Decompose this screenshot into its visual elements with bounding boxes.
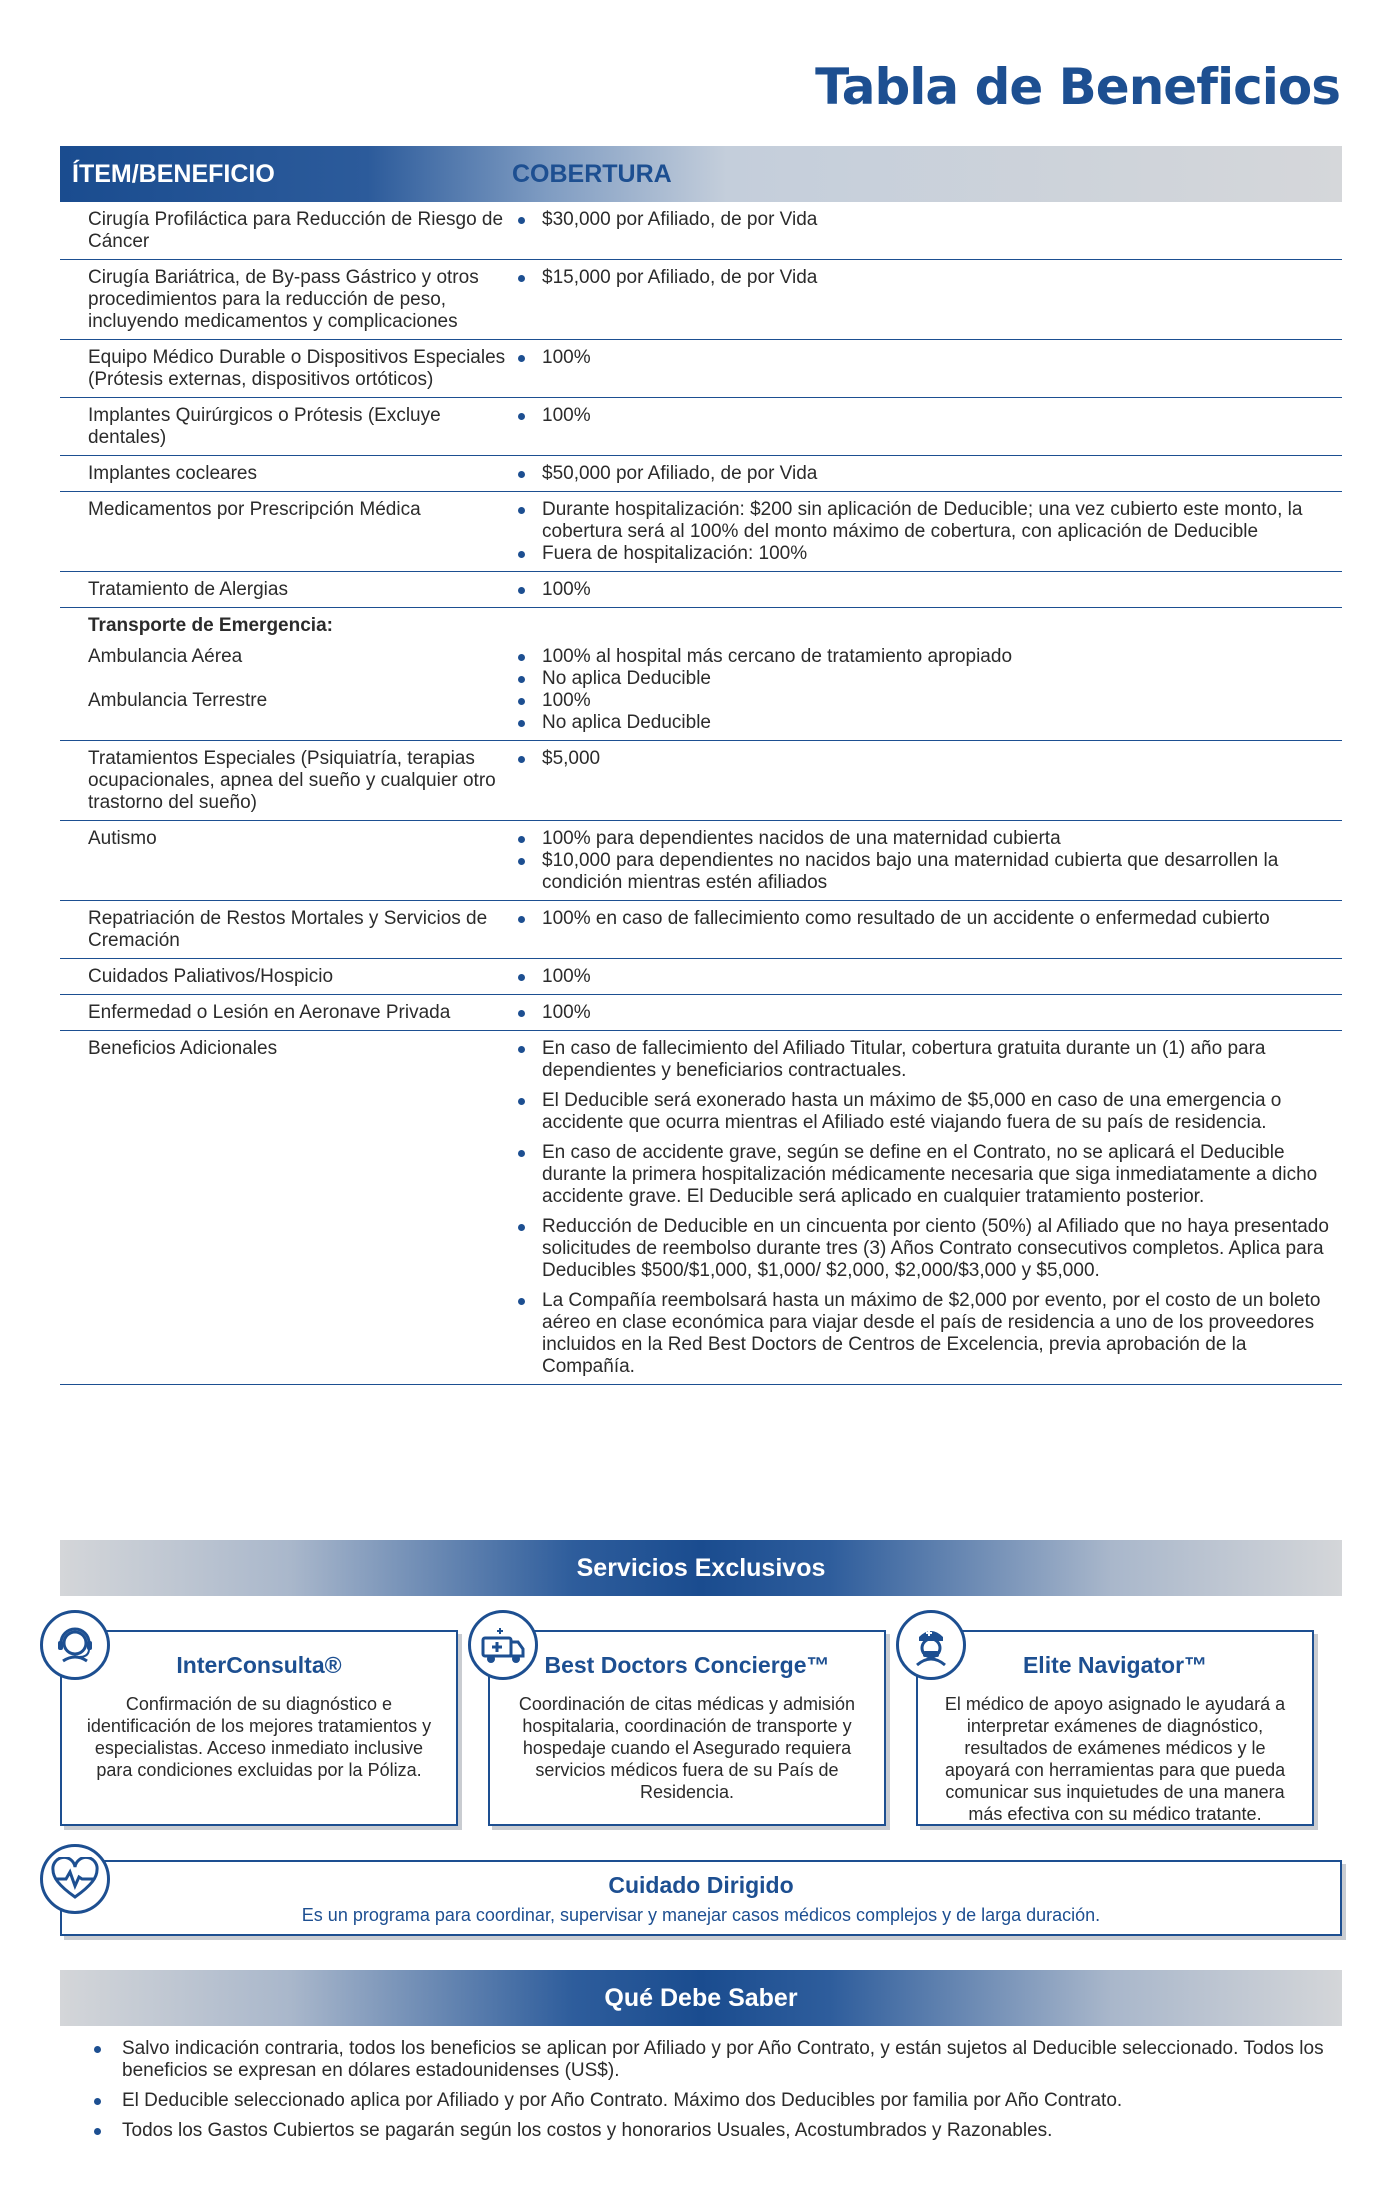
benefit-item: Tratamientos Especiales (Psiquiatría, terapias ocupacionales, apnea del sueño y cualquier otro trastorno del sueño) [88,748,496,813]
benefit-item: Tratamiento de Alergias [88,579,288,600]
card-title: Cuidado Dirigido [608,1872,794,1898]
elite-navigator-card [916,1630,1314,1826]
benefit-item: Enfermedad o Lesión en Aeronave Privada [88,1002,451,1023]
table-row [60,959,1342,995]
ambulance-icon [468,1610,538,1680]
coverage-value: 100% [512,966,1342,988]
benefits-table [60,146,1342,1385]
list-item: El Deducible seleccionado aplica por Afiliado y por Año Contrato. Máximo dos Deducibles por familia por Año Contrato. [88,2090,1338,2112]
card-title: Best Doctors Concierge™ [544,1652,830,1678]
coverage-value: 100% [512,579,1342,601]
list-item: Salvo indicación contraria, todos los beneficios se aplican por Afiliado y por Año Contrato, y están sujetos al Deducible seleccionado. Todos los beneficios se expresan en dólares estadounidenses (US$). [88,2038,1338,2082]
header-item: ÍTEM/BENEFICIO [72,159,275,188]
coverage-value: 100% [512,690,1342,712]
benefit-item: Repatriación de Restos Mortales y Servicios de Cremación [88,908,488,951]
card-description: Coordinación de citas médicas y admisión hospitalaria, coordinación de transporte y hospedaje cuando el Asegurado requiera servicios médicos fuera de su País de Residencia. [518,1694,856,1802]
table-row [60,202,1342,260]
notes-list [88,2038,1338,2150]
table-row [60,492,1342,572]
concierge-card [488,1630,886,1826]
coverage-value: 100% [512,405,1342,427]
heartbeat-icon [40,1844,110,1914]
benefit-item: Equipo Médico Durable o Dispositivos Especiales (Prótesis externas, dispositivos ortóticos) [88,347,506,390]
coverage-value: El Deducible será exonerado hasta un máximo de $5,000 en caso de una emergencia o accidente que ocurra mientras el Afiliado esté viajando fuera de su país de residencia. [512,1090,1342,1134]
card-description: Es un programa para coordinar, supervisar y manejar casos médicos complejos y de larga duración. [301,1905,1101,1925]
table-row [60,260,1342,340]
coverage-value: $10,000 para dependientes no nacidos bajo una maternidad cubierta que desarrollen la condición mientras estén afiliados [512,850,1342,894]
coverage-value: 100% al hospital más cercano de tratamiento apropiado [512,646,1342,668]
header-coverage: COBERTURA [512,159,672,188]
benefit-item: Implantes Quirúrgicos o Prótesis (Excluye dentales) [88,405,441,448]
table-row [60,995,1342,1031]
what-to-know-bar [60,1970,1342,2026]
table-row [60,608,1342,639]
coverage-value: 100% [512,1002,1342,1024]
benefit-item: Ambulancia Aérea [88,646,243,667]
coverage-value: Reducción de Deducible en un cincuenta por ciento (50%) al Afiliado que no haya presentado solicitudes de reembolso durante tres (3) Años Contrato consecutivos completos. Aplica para Deducibles $500/$1,000, $1,000/ $2,000, $2,000/$3,000 y $5,000. [512,1216,1342,1282]
coverage-value: 100% en caso de fallecimiento como resultado de un accidente o enfermedad cubierto [512,908,1342,930]
table-row [60,398,1342,456]
table-row [60,741,1342,821]
list-item: Todos los Gastos Cubiertos se pagarán según los costos y honorarios Usuales, Acostumbrados y Razonables. [88,2120,1338,2142]
table-row [60,1031,1342,1385]
table-row [60,639,1342,741]
coverage-value: Durante hospitalización: $200 sin aplicación de Deducible; una vez cubierto este monto, la cobertura será al 100% del monto máximo de cobertura, con aplicación de Deducible [512,499,1342,543]
benefit-item: Cirugía Profiláctica para Reducción de Riesgo de Cáncer [88,209,504,252]
coverage-value: $50,000 por Afiliado, de por Vida [512,463,1342,485]
benefit-item: Medicamentos por Prescripción Médica [88,499,421,520]
table-row [60,456,1342,492]
benefit-item: Ambulancia Terrestre [88,690,268,711]
coverage-value: Fuera de hospitalización: 100% [512,543,1342,565]
coverage-value: No aplica Deducible [512,668,1342,690]
coverage-value: $30,000 por Afiliado, de por Vida [512,209,1342,231]
card-description: Confirmación de su diagnóstico e identificación de los mejores tratamientos y especialistas. Acceso inmediato inclusive para condiciones excluidas por la Póliza. [86,1694,432,1780]
card-title: Elite Navigator™ [1022,1652,1208,1678]
coverage-value: En caso de accidente grave, según se define en el Contrato, no se aplicará el Deducible durante la primera hospitalización médicamente necesaria que siga inmediatamente a dicho accidente grave. El Deducible será aplicado en cualquier tratamiento posterior. [512,1142,1342,1208]
coverage-value: 100% [512,347,1342,369]
managed-care-card [60,1860,1342,1936]
table-header [60,146,1342,202]
coverage-value: $15,000 por Afiliado, de por Vida [512,267,1342,289]
card-title: InterConsulta® [176,1652,342,1678]
table-row [60,821,1342,901]
coverage-value: No aplica Deducible [512,712,1342,734]
benefit-item: Cuidados Paliativos/Hospicio [88,966,334,987]
table-row [60,340,1342,398]
table-row [60,572,1342,608]
exclusive-services-bar [60,1540,1342,1596]
coverage-value: $5,000 [512,748,1342,770]
benefit-item: Beneficios Adicionales [88,1038,278,1059]
card-description: El médico de apoyo asignado le ayudará a interpretar exámenes de diagnóstico, resultados de exámenes médicos y le apoyará con herramientas para que pueda comunicar sus inquietudes de una manera más efectiva con su médico tratante. [944,1694,1286,1824]
page-title: Tabla de Beneficios [815,58,1340,116]
exclusive-services-heading: Servicios Exclusivos [576,1553,826,1582]
coverage-value: En caso de fallecimiento del Afiliado Titular, cobertura gratuita durante un (1) año para dependientes y beneficiarios contractuales. [512,1038,1342,1082]
what-to-know-heading: Qué Debe Saber [604,1983,798,2012]
coverage-value: 100% para dependientes nacidos de una maternidad cubierta [512,828,1342,850]
interconsulta-card [60,1630,458,1826]
benefit-item: Cirugía Bariátrica, de By-pass Gástrico y otros procedimientos para la reducción de peso, incluyendo medicamentos y complicaciones [88,267,479,332]
headset-person-icon [40,1610,110,1680]
benefit-item: Implantes cocleares [88,463,257,484]
benefit-item: Autismo [88,828,157,849]
coverage-value: La Compañía reembolsará hasta un máximo de $2,000 por evento, por el costo de un boleto aéreo en clase económica para viajar desde el país de residencia a uno de los proveedores incluidos en la Red Best Doctors de Centros de Excelencia, previa aprobación de la Compañía. [512,1290,1342,1378]
nurse-icon [896,1610,966,1680]
transport-heading: Transporte de Emergencia: [88,615,333,636]
table-row [60,901,1342,959]
